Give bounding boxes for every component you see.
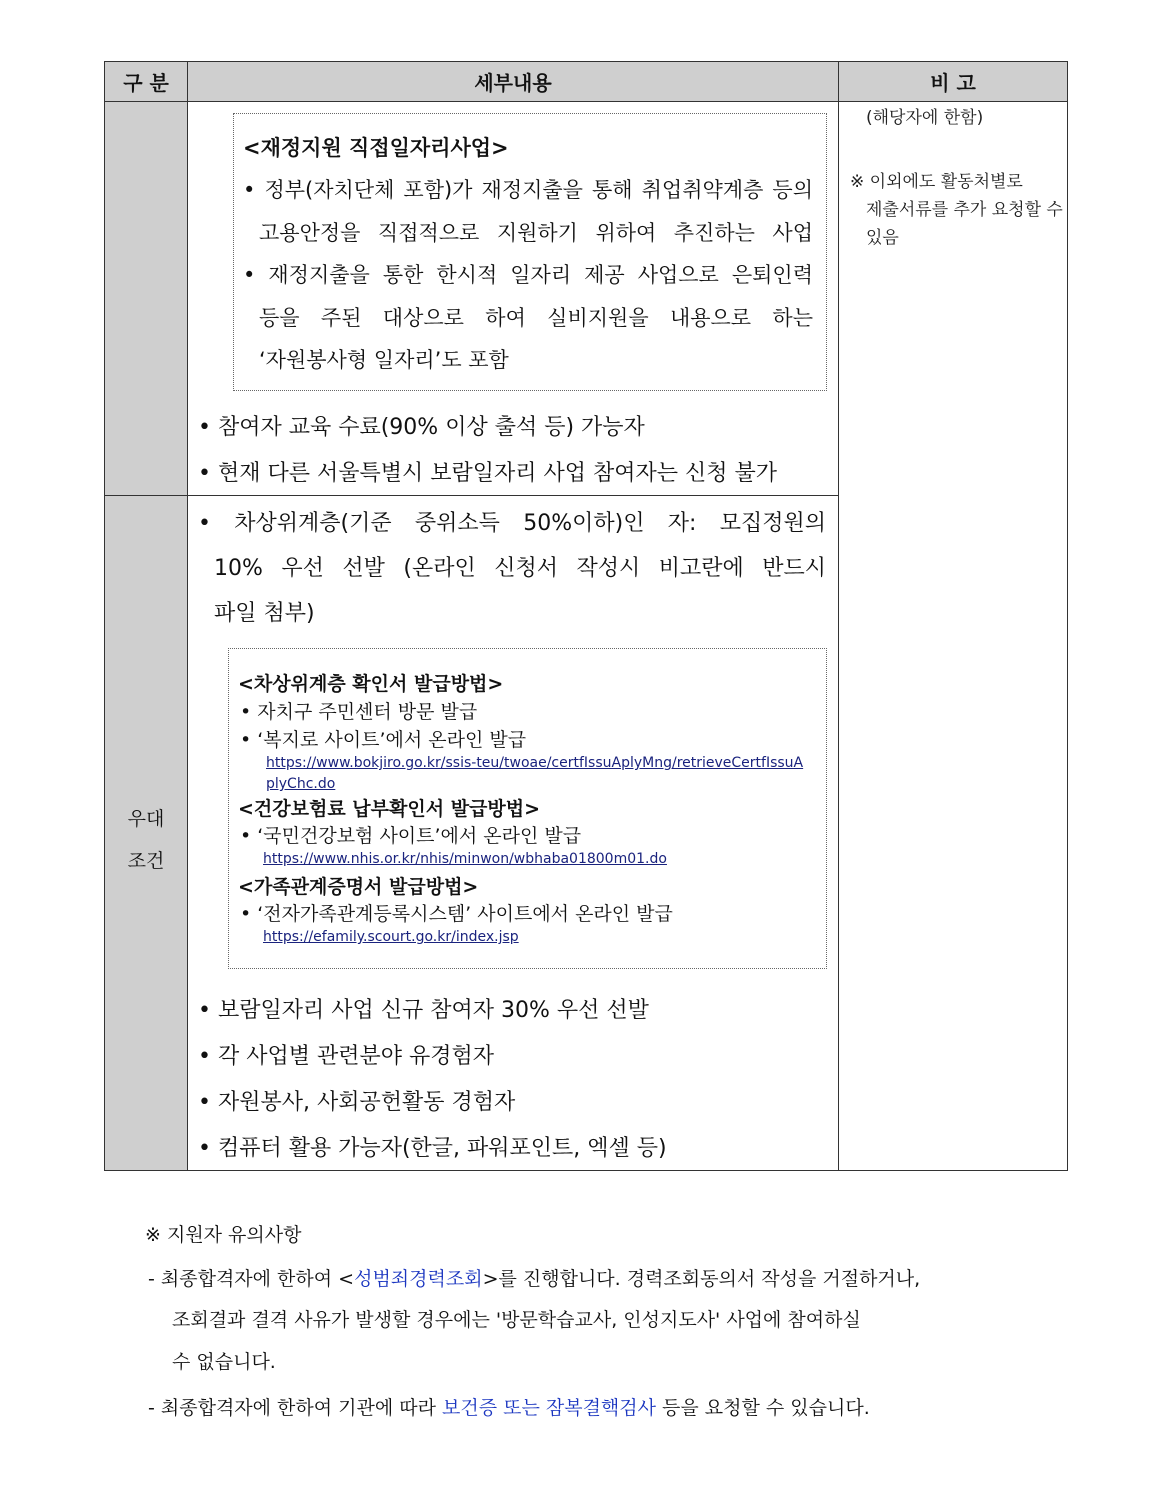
note-1-line3: 수 없습니다.	[172, 1351, 276, 1373]
remarks-cell	[838, 101, 1068, 1171]
nhis-link[interactable]: https://www.nhis.or.kr/nhis/minwon/wbhaba01800m01.do	[263, 851, 667, 867]
box-line: • 정부(자치단체 포함)가 재정지출을 통해 취업취약계층 등의	[243, 178, 813, 202]
bullet: • 컴퓨터 활용 가능자(한글, 파워포인트, 엑셀 등)	[198, 1136, 667, 1161]
note-highlight: 성범죄경력조회	[354, 1268, 483, 1290]
box-title: <재정지원 직접일자리사업>	[243, 136, 509, 160]
category-line: 우대	[127, 808, 165, 830]
category-preferential	[104, 798, 188, 882]
method-item: • ‘복지로 사이트’에서 온라인 발급	[240, 729, 527, 751]
box-line: 등을 주된 대상으로 하여 실비지원을 내용으로 하는	[259, 306, 813, 330]
header-category: 구 분	[104, 61, 188, 102]
intro-line: 파일 첨부)	[214, 601, 315, 626]
row1-category	[104, 101, 188, 496]
note-text: - 최종합격자에 한하여 <	[148, 1268, 355, 1290]
notes-title: ※ 지원자 유의사항	[145, 1224, 302, 1246]
method-item: • 자치구 주민센터 방문 발급	[240, 701, 478, 723]
bullet: • 자원봉사, 사회공헌활동 경험자	[198, 1090, 516, 1115]
method-title: <건강보험료 납부확인서 발급방법>	[238, 798, 541, 820]
method-title: <차상위계층 확인서 발급방법>	[238, 673, 504, 695]
note-1-line2: 조회결과 결격 사유가 발생할 경우에는 '방문학습교사, 인성지도사' 사업에 참여하실	[172, 1309, 861, 1331]
method-title: <가족관계증명서 발급방법>	[238, 876, 479, 898]
header-details: 세부내용	[187, 61, 839, 102]
bullet: • 현재 다른 서울특별시 보람일자리 사업 참여자는 신청 불가	[198, 461, 777, 486]
bokjiro-link-cont[interactable]: plyChc.do	[266, 776, 336, 792]
method-item: • ‘전자가족관계등록시스템’ 사이트에서 온라인 발급	[240, 903, 673, 925]
bokjiro-link[interactable]: https://www.bokjiro.go.kr/ssis-teu/twoae/certfIssuAplyMng/retrieveCertfIssuA	[266, 755, 804, 771]
efamily-link[interactable]: https://efamily.scourt.go.kr/index.jsp	[263, 929, 519, 945]
note-2	[148, 1393, 870, 1420]
intro-line: 10% 우선 선발 (온라인 신청서 작성시 비고란에 반드시	[214, 556, 826, 581]
note-text: 등을 요청할 수 있습니다.	[656, 1397, 870, 1419]
note-highlight: 보건증 또는 잠복결핵검사	[442, 1397, 656, 1419]
remark-line: 제출서류를 추가 요청할 수	[866, 200, 1063, 220]
category-line: 조건	[127, 850, 165, 872]
remark-line: ※ 이외에도 활동처별로	[850, 172, 1023, 192]
bullet: • 각 사업별 관련분야 유경험자	[198, 1044, 494, 1069]
intro-line: • 차상위계층(기준 중위소득 50%이하)인 자: 모집정원의	[198, 511, 826, 536]
method-item: • ‘국민건강보험 사이트’에서 온라인 발급	[240, 825, 582, 847]
note-text: >를 진행합니다. 경력조회동의서 작성을 거절하거나,	[482, 1268, 921, 1290]
remark-line: 있음	[866, 228, 899, 248]
note-text: - 최종합격자에 한하여 기관에 따라	[148, 1397, 443, 1419]
header-remarks: 비 고	[838, 61, 1068, 102]
bullet: • 참여자 교육 수료(90% 이상 출석 등) 가능자	[198, 415, 645, 440]
box-line: ‘자원봉사형 일자리’도 포함	[259, 348, 509, 372]
bullet: • 보람일자리 사업 신규 참여자 30% 우선 선발	[198, 998, 649, 1023]
note-1	[148, 1264, 920, 1291]
box-line: 고용안정을 직접적으로 지원하기 위하여 추진하는 사업	[259, 221, 813, 245]
remark-line: (해당자에 한함)	[866, 108, 984, 128]
box-line: • 재정지출을 통한 한시적 일자리 제공 사업으로 은퇴인력	[243, 263, 813, 287]
